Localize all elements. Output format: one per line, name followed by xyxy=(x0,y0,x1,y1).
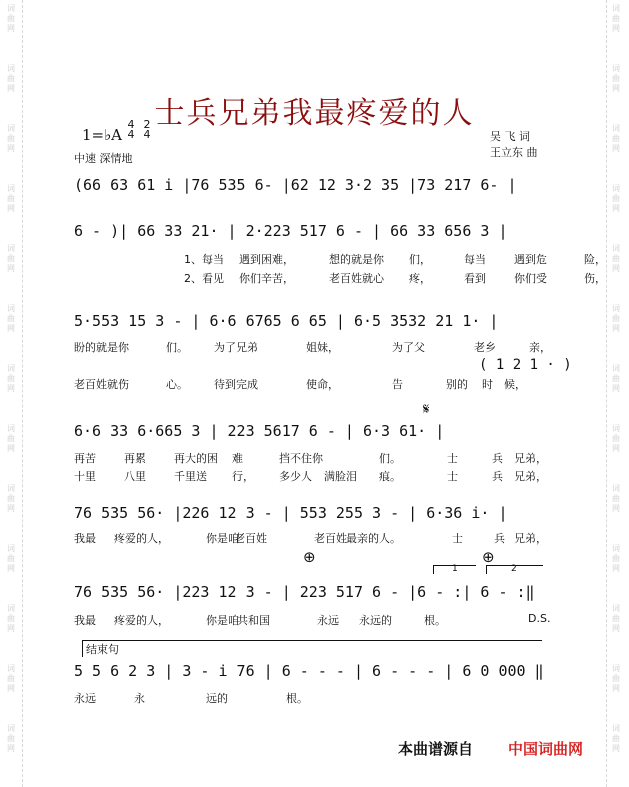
lyric-word: 多少人 xyxy=(279,470,312,483)
watermark-stamp: 词 曲 网 xyxy=(612,4,620,33)
lyric-word: 老百姓就心 xyxy=(329,272,384,285)
lyric-word: 兵 xyxy=(492,470,503,483)
dal-segno-marking: D.S. xyxy=(528,612,551,625)
lyric-word: 再苦 xyxy=(74,452,96,465)
watermark-stamp: 词 曲 网 xyxy=(612,544,620,573)
lyric-word: 再累 xyxy=(124,452,146,465)
lyric-word: 险， xyxy=(584,253,606,266)
lyric-word: 心。 xyxy=(166,378,188,391)
notation-row-3 xyxy=(74,312,554,338)
lyric-word: 你们辛苦， xyxy=(239,272,294,285)
lyric-word: 行， xyxy=(232,470,254,483)
watermark-stamp: 词 曲 网 xyxy=(7,724,15,753)
time-signature-a: 4 4 xyxy=(127,118,135,141)
lyricist-credit: 吴 飞 词 xyxy=(490,130,530,143)
lyric-word: 满脸泪 xyxy=(324,470,357,483)
jianpu-notes: (66 63 61 i |76 535 6- |62 12 3·2 35 |73 217 6- | xyxy=(74,176,517,194)
lyric-word: 老百姓 xyxy=(234,532,267,545)
watermark-stamp: 词 曲 网 xyxy=(612,184,620,213)
watermark-stamp: 词 曲 网 xyxy=(7,304,15,333)
lyric-word: 难 xyxy=(232,452,243,465)
watermark-stamp: 词 曲 网 xyxy=(7,244,15,273)
lyric-word: 远的 xyxy=(206,692,228,705)
lyric-word: 疼， xyxy=(409,272,431,285)
lyric-word: 伤， xyxy=(584,272,606,285)
lyric-word: 士 xyxy=(452,532,463,545)
notation-row-6 xyxy=(74,583,554,609)
watermark-stamp: 词 曲 网 xyxy=(612,724,620,753)
lyric-word: 十里 xyxy=(74,470,96,483)
second-ending-bracket: 2 xyxy=(486,565,543,574)
source-prefix: 本曲谱源自 xyxy=(398,740,474,758)
lyric-word: 永 xyxy=(134,692,145,705)
lyric-word: 为了父 xyxy=(392,341,425,354)
lyric-word: 我最 xyxy=(74,532,96,545)
lyric-word: 老百姓就伤 xyxy=(74,378,129,391)
lyric-word: 再大的困 xyxy=(174,452,218,465)
watermark-stamp: 词 曲 网 xyxy=(612,304,620,333)
watermark-stamp: 词 曲 网 xyxy=(612,124,620,153)
coda-sign: ⊕ xyxy=(303,548,316,566)
watermark-stamp: 词 曲 网 xyxy=(612,604,620,633)
lyric-word: 士 xyxy=(447,452,458,465)
watermark-stamp: 词 曲 网 xyxy=(7,484,15,513)
lyric-word: 遇到危 xyxy=(514,253,547,266)
time-signature-b: 2 4 xyxy=(143,118,151,141)
lyric-word: 共和国 xyxy=(237,614,270,627)
lyric-word: 遇到困难， xyxy=(239,253,294,266)
watermark-stamp: 词 曲 网 xyxy=(7,4,15,33)
lyric-word: 兵 xyxy=(494,532,505,545)
lyric-word: 告 xyxy=(392,378,403,391)
notation-row-2 xyxy=(74,222,554,248)
lyric-word: 兄弟， xyxy=(514,452,547,465)
lyric-word: 根。 xyxy=(424,614,446,627)
lyric-word: 每当 xyxy=(464,253,486,266)
lyric-word: 2、看见 xyxy=(184,272,224,285)
lyric-word: 别的 xyxy=(446,378,468,391)
song-title: 士兵兄弟我最疼爱的人 xyxy=(154,96,475,131)
lyric-word: 候， xyxy=(504,378,526,391)
notation-row-1 xyxy=(74,176,554,202)
lyric-word: 老乡 xyxy=(474,341,496,354)
lyric-word: 根。 xyxy=(286,692,308,705)
watermark-stamp: 词 曲 网 xyxy=(7,364,15,393)
lyric-word: 看到 xyxy=(464,272,486,285)
lyric-word: 们， xyxy=(409,253,431,266)
jianpu-notes: 6 - )| 66 33 21· | 2·223 517 6 - | 66 33 656 3 | xyxy=(74,222,508,240)
lyric-word: 挡不住你 xyxy=(279,452,323,465)
coda-sign: ⊕ xyxy=(482,548,495,566)
lyric-word: 永远 xyxy=(74,692,96,705)
lyric-word: 待到完成 xyxy=(214,378,258,391)
watermark-stamp: 词 曲 网 xyxy=(612,664,620,693)
key-signature: 1=♭A xyxy=(82,126,123,144)
lyric-word: 你是咱 xyxy=(206,532,239,545)
watermark-stamp: 词 曲 网 xyxy=(7,604,15,633)
jianpu-notes: 6·6 33 6·665 3 | 223 5617 6 - | 6·3 61· | xyxy=(74,422,445,440)
coda-label: 结束句 xyxy=(82,640,122,657)
lyric-word: 兵 xyxy=(492,452,503,465)
lyric-word: 姐妹， xyxy=(306,341,339,354)
tempo-marking: 中速 深情地 xyxy=(74,152,133,165)
lyric-word: 兄弟， xyxy=(514,532,547,545)
coda-bracket-line xyxy=(82,640,542,641)
lyric-word: 你们受 xyxy=(514,272,547,285)
lyric-word: 最亲的人。 xyxy=(346,532,401,545)
jianpu-notes: 76 535 56· |223 12 3 - | 223 517 6 - |6 - :| 6 - :‖ xyxy=(74,583,535,601)
lyric-word: 亲， xyxy=(529,341,551,354)
watermark-stamp: 词 曲 网 xyxy=(612,484,620,513)
jianpu-notes: 76 535 56· |226 12 3 - | 553 255 3 - | 6·36 i· | xyxy=(74,504,508,522)
source-site-link[interactable]: 中国词曲网 xyxy=(508,740,584,758)
lyric-word: 们。 xyxy=(379,452,401,465)
lyric-word: 我最 xyxy=(74,614,96,627)
lyric-word: 疼爱的人， xyxy=(114,532,169,545)
jianpu-notes: 5 5 6 2 3 | 3 - i 76 | 6 - - - | 6 - - - | 6 0 000 ‖ xyxy=(74,662,544,680)
lyric-word: 时 xyxy=(482,378,493,391)
watermark-stamp: 词 曲 网 xyxy=(7,184,15,213)
lyric-word: 疼爱的人， xyxy=(114,614,169,627)
watermark-stamp: 词 曲 网 xyxy=(7,64,15,93)
watermark-stamp: 词 曲 网 xyxy=(612,424,620,453)
notation-row-7 xyxy=(74,662,554,688)
lyric-word: 永远 xyxy=(317,614,339,627)
watermark-stamp: 词 曲 网 xyxy=(7,544,15,573)
composer-credit: 王立东 曲 xyxy=(490,146,538,159)
lyric-word: 1、每当 xyxy=(184,253,224,266)
notation-row-5 xyxy=(74,504,554,530)
lyric-word: 八里 xyxy=(124,470,146,483)
lyric-word: 为了兄弟 xyxy=(214,341,258,354)
jianpu-notes: 5·553 15 3 - | 6·6 6765 6 65 | 6·5 3532 21 1· | xyxy=(74,312,499,330)
watermark-stamp: 词 曲 网 xyxy=(7,424,15,453)
lyric-word: 想的就是你 xyxy=(329,253,384,266)
segno-sign: 𝄋 xyxy=(423,400,430,418)
watermark-stamp: 词 曲 网 xyxy=(7,664,15,693)
lyric-word: 你是咱 xyxy=(206,614,239,627)
lyric-word: 盼的就是你 xyxy=(74,341,129,354)
notation-row-4 xyxy=(74,422,554,448)
lyric-word: 使命， xyxy=(306,378,339,391)
watermark-stamp: 词 曲 网 xyxy=(7,124,15,153)
lyric-word: 们。 xyxy=(166,341,188,354)
lyric-word: 兄弟， xyxy=(514,470,547,483)
watermark-stamp: 词 曲 网 xyxy=(612,364,620,393)
lyric-word: 老百姓 xyxy=(314,532,347,545)
lyric-word: 永远的 xyxy=(359,614,392,627)
watermark-stamp: 词 曲 网 xyxy=(612,64,620,93)
lyric-word: 千里送 xyxy=(174,470,207,483)
watermark-stamp: 词 曲 网 xyxy=(612,244,620,273)
lyric-word: 痕。 xyxy=(379,470,401,483)
lyric-word: 士 xyxy=(447,470,458,483)
first-ending-bracket: 1 xyxy=(433,565,476,574)
